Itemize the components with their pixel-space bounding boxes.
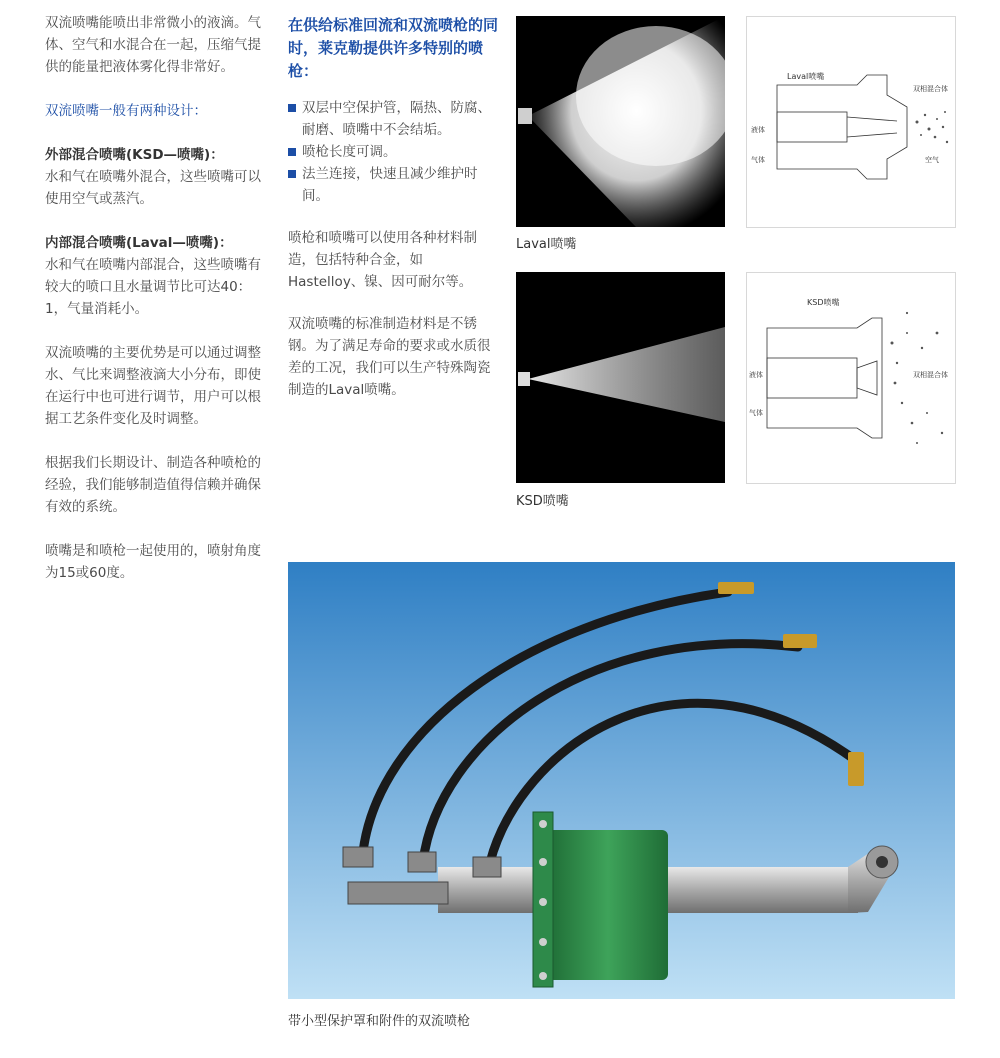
materials-text: 喷枪和喷嘴可以使用各种材料制造，包括特种合金，如Hastelloy、镍、因可耐尔等。 bbox=[288, 230, 477, 290]
list-item: 法兰连接，快速且减少维护时间。 bbox=[288, 163, 498, 207]
laval-spray-photo bbox=[516, 16, 725, 227]
lance-caption: 带小型保护罩和附件的双流喷枪 bbox=[288, 1014, 471, 1029]
feature-list bbox=[288, 97, 498, 207]
middle-column bbox=[288, 14, 498, 421]
diagram-title: KSD喷嘴 bbox=[807, 298, 840, 307]
left-column bbox=[45, 12, 270, 606]
laval-nozzle-diagram bbox=[746, 16, 956, 228]
usage-text: 喷嘴是和喷枪一起使用的，喷射角度为15或60度。 bbox=[45, 543, 261, 581]
designs-heading: 双流喷嘴一般有两种设计： bbox=[45, 103, 207, 119]
lance-image bbox=[288, 562, 955, 999]
internal-mix-title: 内部混合喷嘴(Laval—喷嘴)： bbox=[45, 235, 233, 251]
diagram-label-mix: 双相混合体 bbox=[913, 371, 948, 379]
diagram-label-liquid: 液体 bbox=[751, 126, 765, 134]
ksd-nozzle-diagram bbox=[746, 272, 956, 484]
diagram-label-gas: 气体 bbox=[749, 409, 763, 417]
diagram-label-gas: 气体 bbox=[751, 156, 765, 164]
diagram-label-mix: 双相混合体 bbox=[913, 85, 948, 93]
ksd-spray-photo bbox=[516, 272, 725, 483]
internal-mix-text: 水和气在喷嘴内部混合，这些喷嘴有较大的喷口且水量调节比可达40：1，气量消耗小。 bbox=[45, 257, 261, 317]
external-mix-text: 水和气在喷嘴外混合，这些喷嘴可以使用空气或蒸汽。 bbox=[45, 169, 261, 207]
experience-text: 根据我们长期设计、制造各种喷枪的经验，我们能够制造值得信赖并确保有效的系统。 bbox=[45, 455, 261, 515]
laval-cross-section bbox=[747, 17, 955, 227]
special-lances-heading: 在供给标准回流和双流喷枪的同时，莱克勒提供许多特别的喷枪： bbox=[288, 16, 499, 80]
diagram-title: Laval喷嘴 bbox=[787, 72, 825, 81]
external-mix-title: 外部混合喷嘴(KSD—喷嘴)： bbox=[45, 147, 224, 163]
laval-spray-image bbox=[516, 16, 725, 227]
advantages-text: 双流喷嘴的主要优势是可以通过调整水、气比来调整液滴大小分布，即使在运行中也可进行调节，用户可以根据工艺条件变化及时调整。 bbox=[45, 345, 261, 427]
diagram-label-liquid: 液体 bbox=[749, 371, 763, 379]
list-item: 喷枪长度可调。 bbox=[288, 141, 498, 163]
ksd-spray-image bbox=[516, 272, 725, 483]
square-bullet-icon bbox=[288, 104, 296, 112]
square-bullet-icon bbox=[288, 148, 296, 156]
square-bullet-icon bbox=[288, 170, 296, 178]
standard-material-text: 双流喷嘴的标准制造材料是不锈钢。为了满足寿命的要求或水质很差的工况，我们可以生产特殊陶瓷制造的Laval喷嘴。 bbox=[288, 316, 491, 398]
ksd-cross-section bbox=[747, 273, 955, 483]
diagram-label-air: 空气 bbox=[925, 156, 939, 164]
intro-text: 双流喷嘴能喷出非常微小的液滴。气体、空气和水混合在一起，压缩气提供的能量把液体雾化得非常好。 bbox=[45, 15, 261, 75]
dual-fluid-lance-photo bbox=[288, 562, 955, 999]
list-item: 双层中空保护管，隔热、防腐、耐磨、喷嘴中不会结垢。 bbox=[288, 97, 498, 141]
laval-caption: Laval喷嘴 bbox=[516, 237, 577, 252]
ksd-caption: KSD喷嘴 bbox=[516, 494, 569, 509]
